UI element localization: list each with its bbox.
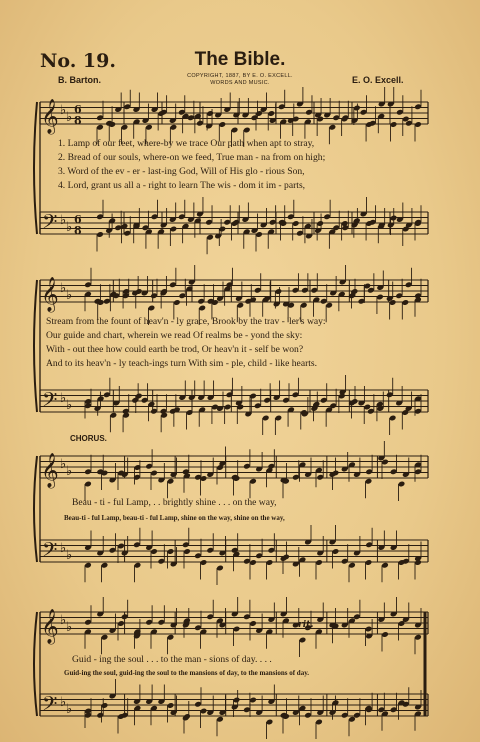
verse-line: Our guide and chart, wherein we read Of realms be - yond the sky: bbox=[46, 330, 303, 341]
copyright-subline: WORDS AND MUSIC. bbox=[210, 80, 270, 86]
flat-icon: ♭ bbox=[60, 541, 67, 556]
verse-line: 3. Word of the ev - er - last-ing God, Will of His glo - rious Son, bbox=[58, 166, 305, 177]
verse-line: 1. Lamp of our feet, where-by we trace Our path when apt to stray, bbox=[58, 138, 315, 149]
verse-line: Stream from the fount of heav'n - ly grace, Brook by the trav - 'ler's way: bbox=[46, 316, 326, 327]
chorus-response: Guid-ing the soul, guid-ing the soul to the mansions of day, to the mansions of day. bbox=[64, 669, 310, 677]
flat-icon: ♭ bbox=[60, 457, 67, 472]
chorus-lyric: Guid - ing the soul . . . to the man - sions of day. . . . bbox=[72, 654, 272, 665]
bass-clef-icon: 𝄢 bbox=[42, 210, 58, 238]
flat-icon: ♭ bbox=[66, 464, 73, 479]
flat-icon: ♭ bbox=[66, 702, 73, 717]
time-signature: 8 bbox=[74, 224, 82, 237]
composer: E. O. Excell. bbox=[352, 75, 404, 85]
treble-clef-icon: 𝄞 bbox=[41, 277, 59, 312]
ritardando-mark: rit. bbox=[298, 620, 314, 630]
verse-line: With - out thee how could earth be trod, Or heav'n it - self be won? bbox=[46, 344, 304, 355]
lyricist: B. Barton. bbox=[58, 75, 102, 85]
brace bbox=[34, 280, 37, 412]
hymn-number: No. 19. bbox=[40, 50, 116, 72]
bass-clef-icon: 𝄢 bbox=[42, 538, 58, 566]
flat-icon: ♭ bbox=[66, 220, 73, 235]
hymn-title: The Bible. bbox=[194, 49, 286, 70]
flat-icon: ♭ bbox=[60, 213, 67, 228]
time-signature: 6 bbox=[74, 103, 82, 116]
time-signature: 6 bbox=[74, 213, 82, 226]
brace bbox=[34, 102, 37, 234]
treble-clef-icon: 𝄞 bbox=[41, 609, 59, 644]
treble-clef-icon: 𝄞 bbox=[41, 99, 59, 134]
bass-clef-icon: 𝄢 bbox=[42, 388, 58, 416]
flat-icon: ♭ bbox=[66, 110, 73, 125]
flat-icon: ♭ bbox=[60, 695, 67, 710]
flat-icon: ♭ bbox=[66, 620, 73, 635]
verse-line: And to its heav'n - ly teach-ings turn With sim - ple, child - like hearts. bbox=[46, 358, 318, 369]
copyright-line: COPYRIGHT, 1887, BY E. O. EXCELL. bbox=[187, 73, 293, 79]
brace bbox=[34, 612, 37, 716]
brace bbox=[34, 456, 37, 562]
flat-icon: ♭ bbox=[66, 398, 73, 413]
flat-icon: ♭ bbox=[66, 548, 73, 563]
treble-clef-icon: 𝄞 bbox=[41, 453, 59, 488]
bass-clef-icon: 𝄢 bbox=[42, 692, 58, 720]
verse-line: 2. Bread of our souls, where-on we feed, True man - na from on high; bbox=[58, 152, 326, 163]
verse-line: 4. Lord, grant us all a - right to learn The wis - dom it im - parts, bbox=[58, 180, 306, 191]
chorus-label: CHORUS. bbox=[70, 434, 107, 443]
time-signature: 8 bbox=[74, 114, 82, 127]
flat-icon: ♭ bbox=[60, 391, 67, 406]
chorus-lyric: Beau - ti - ful Lamp, . . brightly shine . . . on the way, bbox=[72, 497, 277, 508]
flat-icon: ♭ bbox=[60, 613, 67, 628]
flat-icon: ♭ bbox=[66, 288, 73, 303]
chorus-response: Beau-ti - ful Lamp, beau-ti - ful Lamp, shine on the way, shine on the way, bbox=[64, 514, 285, 522]
flat-icon: ♭ bbox=[60, 281, 67, 296]
flat-icon: ♭ bbox=[60, 103, 67, 118]
